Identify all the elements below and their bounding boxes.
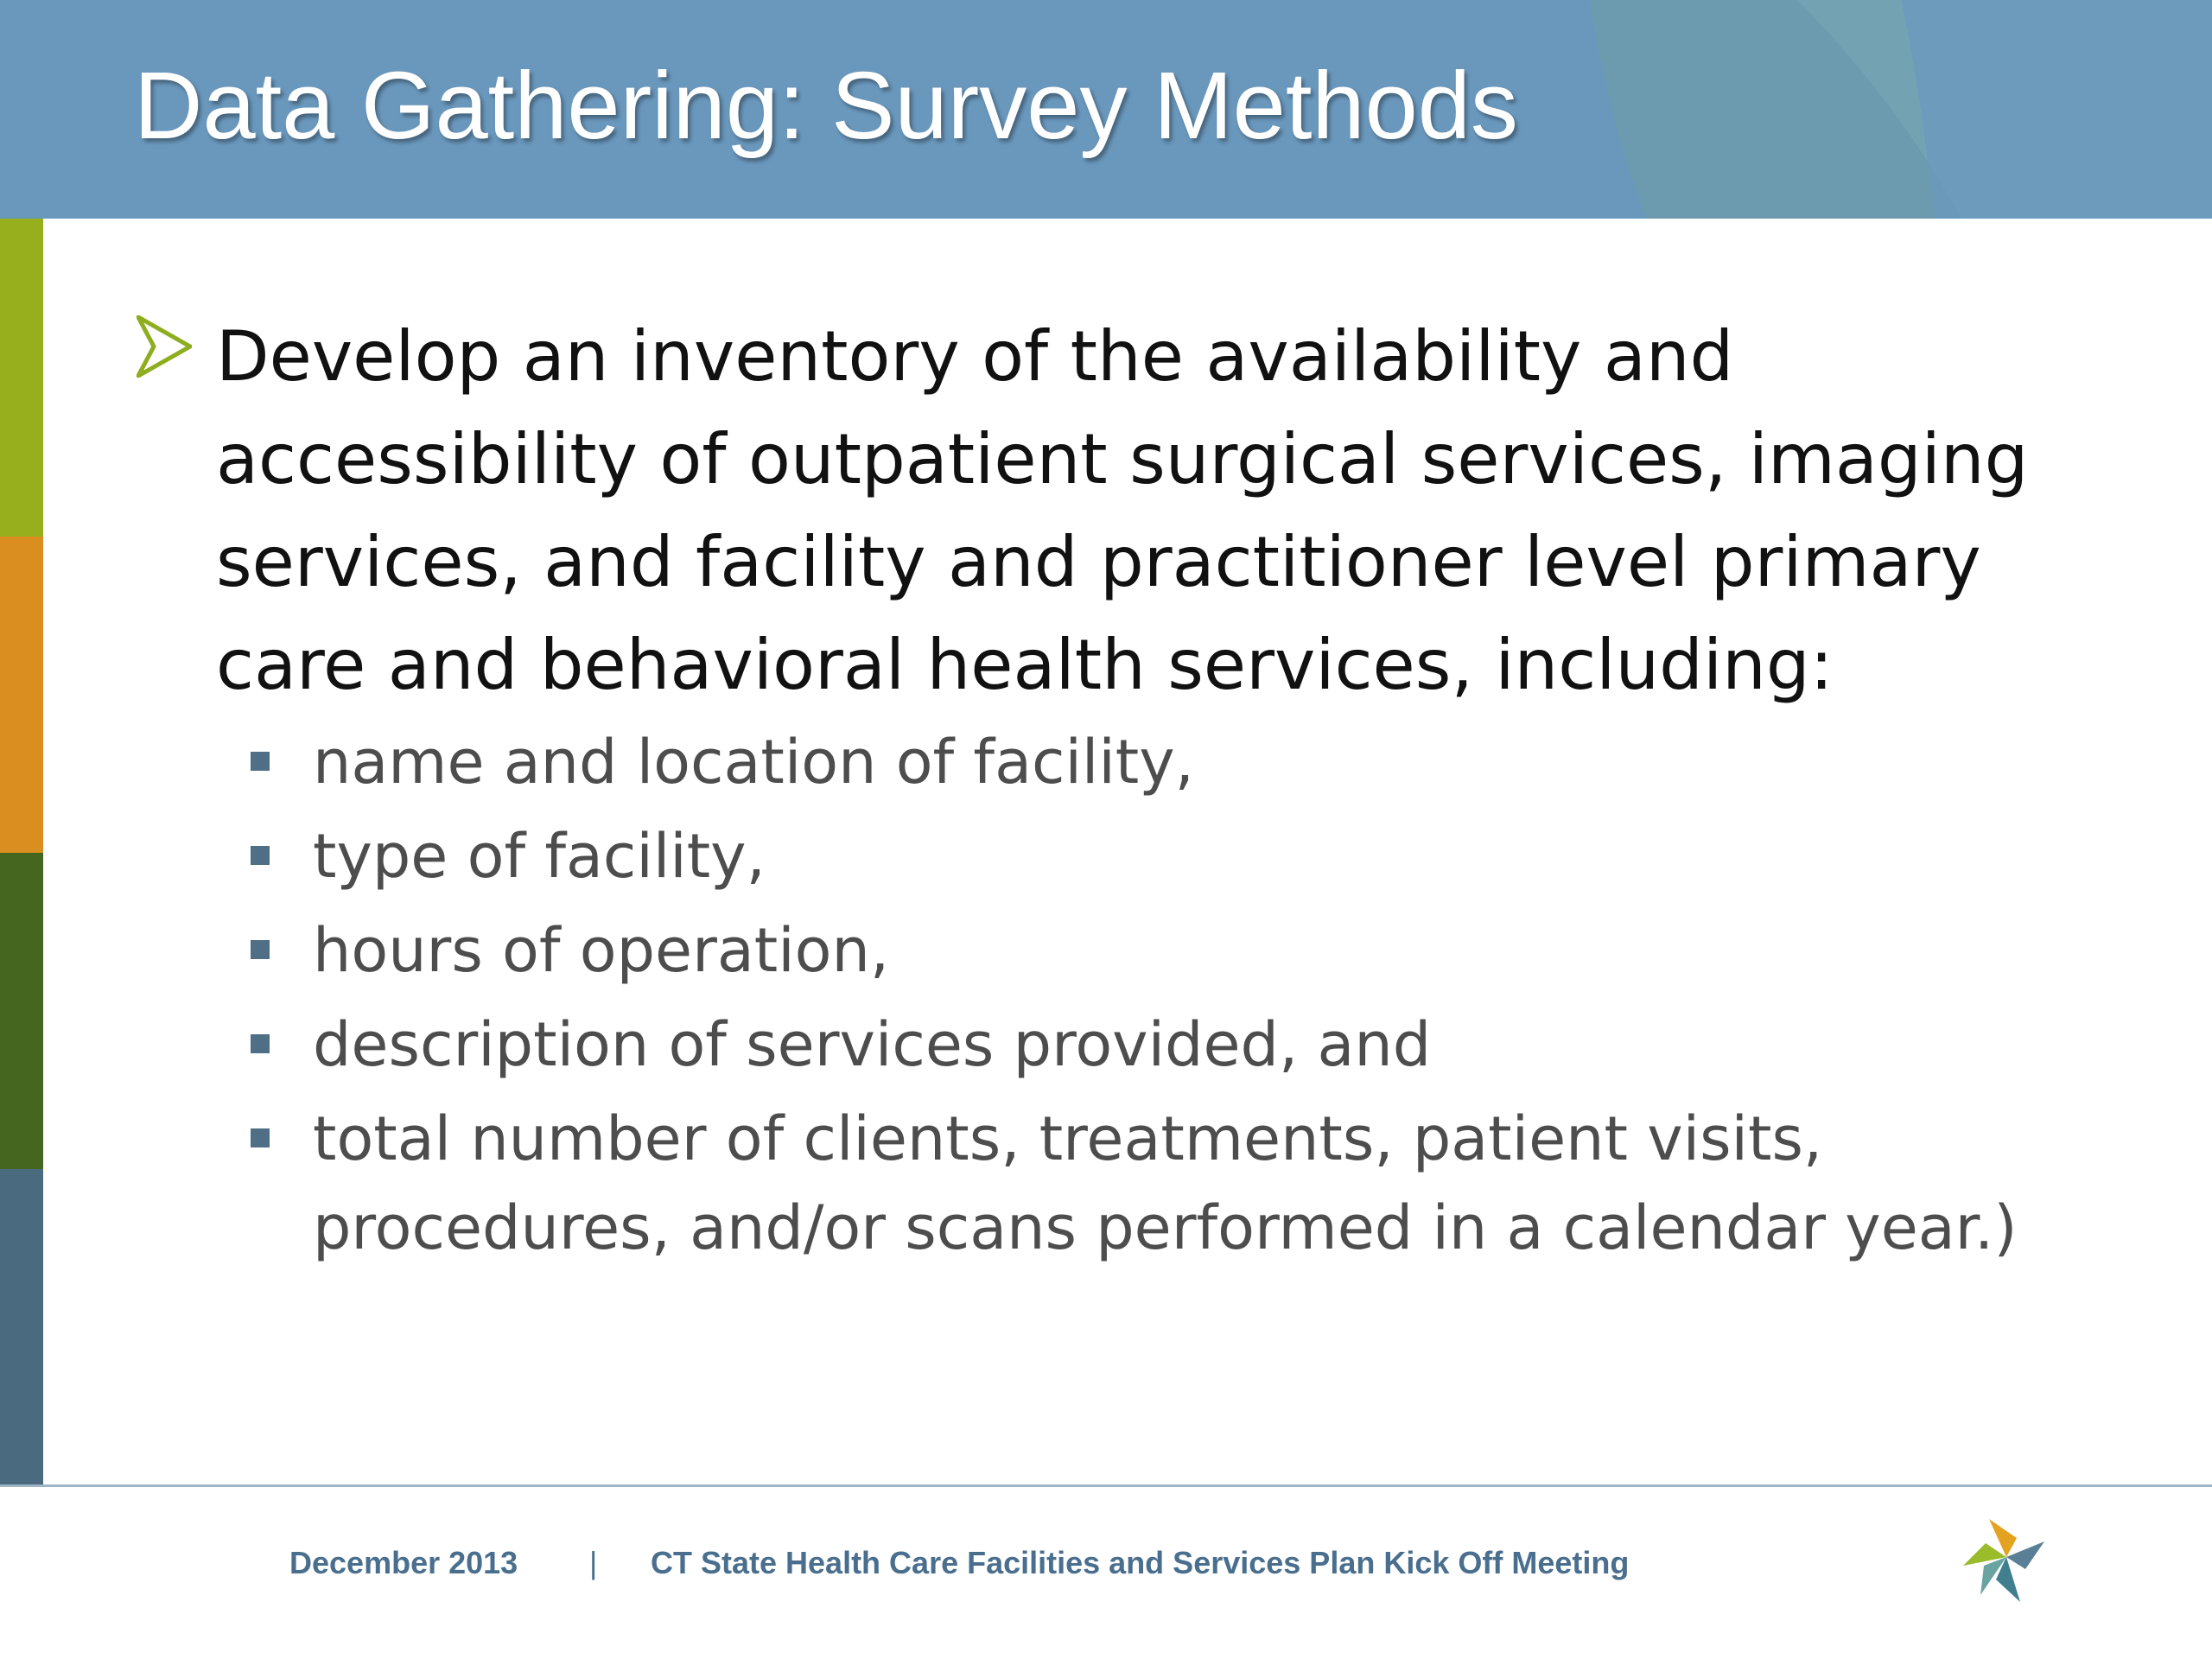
sub-bullet-list xyxy=(0,718,2212,1278)
sub-bullet-text: type of facility, xyxy=(313,821,766,892)
sub-bullet-item xyxy=(0,812,2041,901)
sub-bullet-item xyxy=(0,1095,2041,1273)
footer-divider xyxy=(0,1484,2212,1487)
slide-content xyxy=(0,219,2212,1484)
footer-separator: | xyxy=(589,1545,598,1580)
square-bullet-icon xyxy=(251,752,270,771)
square-bullet-icon xyxy=(251,1128,270,1147)
sub-bullet-text: name and location of facility, xyxy=(313,727,1194,798)
sub-bullet-item xyxy=(0,906,2041,995)
sub-bullet-text: total number of clients, treatments, patient visits, procedures, and/or scans performed in a calendar year.) xyxy=(313,1103,2018,1263)
footer-date: December 2013 xyxy=(289,1545,518,1580)
square-bullet-icon xyxy=(251,1034,270,1053)
arrow-right-icon xyxy=(137,315,192,378)
square-bullet-icon xyxy=(251,940,270,959)
sub-bullet-item xyxy=(0,718,2041,807)
sub-bullet-text: description of services provided, and xyxy=(313,1009,1432,1080)
slide-header xyxy=(0,0,2212,219)
sub-bullet-item xyxy=(0,1001,2041,1090)
square-bullet-icon xyxy=(251,846,270,865)
slide-title: Data Gathering: Survey Methods xyxy=(134,53,1518,159)
sub-bullet-text: hours of operation, xyxy=(313,915,890,986)
footer-meeting-title: CT State Health Care Facilities and Services Plan Kick Off Meeting xyxy=(651,1545,1630,1580)
main-bullet-text: Develop an inventory of the availability and accessibility of outpatient surgical services, imaging services, and facility and practitioner level primary care and behavioral health services, including: xyxy=(216,316,2029,705)
star-logo-icon xyxy=(1955,1512,2058,1609)
